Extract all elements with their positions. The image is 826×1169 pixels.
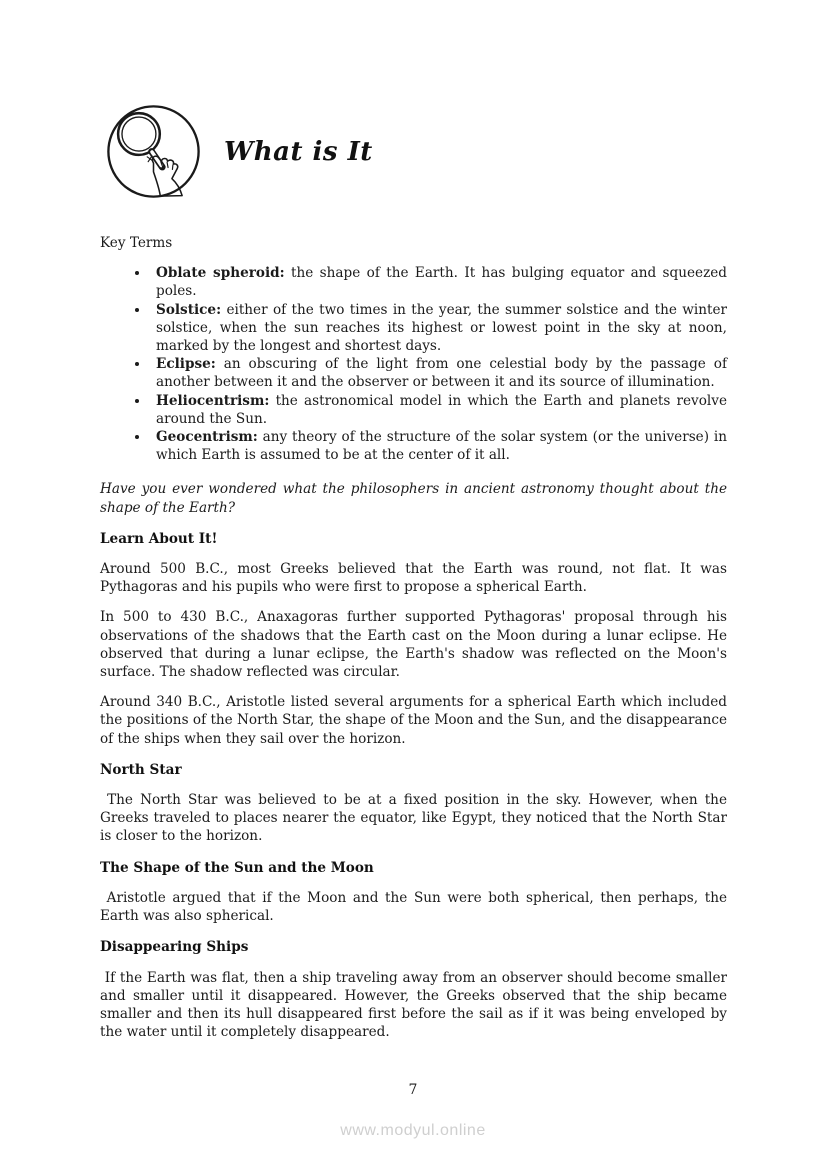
term-item-heliocentrism — [150, 392, 732, 428]
term-item-eclipse — [150, 355, 732, 391]
term-item-geocentrism — [150, 428, 732, 464]
paragraph: If the Earth was flat, then a ship traveling away from an observer should become smaller and smaller until it disappeared. However, the Greeks observed that the ship became smaller and then its hull disappeared first before the sail as if it was being enveloped by the water until it completely disappeared. — [100, 969, 732, 1041]
term-name: Heliocentrism: — [156, 392, 270, 409]
term-name: Eclipse: — [156, 356, 216, 373]
term-item-oblate-spheroid — [150, 264, 732, 300]
paragraph: In 500 to 430 B.C., Anaxagoras further supported Pythagoras' proposal through his observations of the shadows that the Earth cast on the Moon during a lunar eclipse. He observed that during a lunar eclipse, the Earth's shadow was reflected on the Moon's surface. The shadow reflected was circular. — [100, 609, 732, 681]
term-definition: the shape of the Earth. It has bulging equator and squeezed poles. — [156, 265, 732, 300]
watermark: www.modyul.online — [340, 1122, 486, 1139]
page-number: 7 — [408, 1082, 418, 1098]
heading-learn-about-it: Learn About It! — [100, 530, 218, 547]
page-title: What is It — [224, 136, 373, 167]
term-definition: any theory of the structure of the solar system (or the universe) in which Earth is assumed to be at the center of it all. — [156, 429, 732, 464]
paragraph: Around 340 B.C., Aristotle listed several arguments for a spherical Earth which included the positions of the North Star, the shape of the Moon and the Sun, and the disappearance of the ships when they sail over the horizon. — [100, 694, 732, 747]
term-name: Geocentrism: — [156, 429, 258, 446]
key-terms-list — [100, 264, 732, 464]
section-header — [105, 103, 727, 200]
motivation-question: Have you ever wondered what the philosophers in ancient astronomy thought about the shape of the Earth? — [100, 481, 732, 516]
heading-north-star: North Star — [100, 761, 182, 778]
term-definition: either of the two times in the year, the summer solstice and the winter solstice, when the sun reaches its highest or lowest point in the sky at noon, marked by the longest and shortest days. — [156, 301, 732, 355]
magnifier-hand-icon — [105, 103, 202, 200]
term-name: Solstice: — [156, 301, 222, 318]
term-name: Oblate spheroid: — [156, 265, 285, 282]
paragraph: Around 500 B.C., most Greeks believed that the Earth was round, not flat. It was Pythagoras and his pupils who were first to propose a spherical Earth. — [100, 561, 732, 596]
page-content — [100, 103, 732, 1053]
paragraph: Aristotle argued that if the Moon and the Sun were both spherical, then perhaps, the Earth was also spherical. — [100, 889, 732, 925]
term-item-solstice — [150, 301, 732, 356]
key-terms-label: Key Terms — [100, 235, 173, 251]
term-definition: the astronomical model in which the Earth and planets revolve around the Sun. — [156, 392, 732, 427]
paragraph: The North Star was believed to be at a fixed position in the sky. However, when the Greeks traveled to places nearer the equator, like Egypt, they noticed that the North Star is closer to the horizon. — [100, 792, 732, 845]
heading-shape-sun-moon: The Shape of the Sun and the Moon — [100, 859, 374, 876]
heading-disappearing-ships: Disappearing Ships — [100, 939, 249, 956]
term-definition: an obscuring of the light from one celestial body by the passage of another between it and the observer or between it and its source of illumination. — [156, 356, 732, 391]
